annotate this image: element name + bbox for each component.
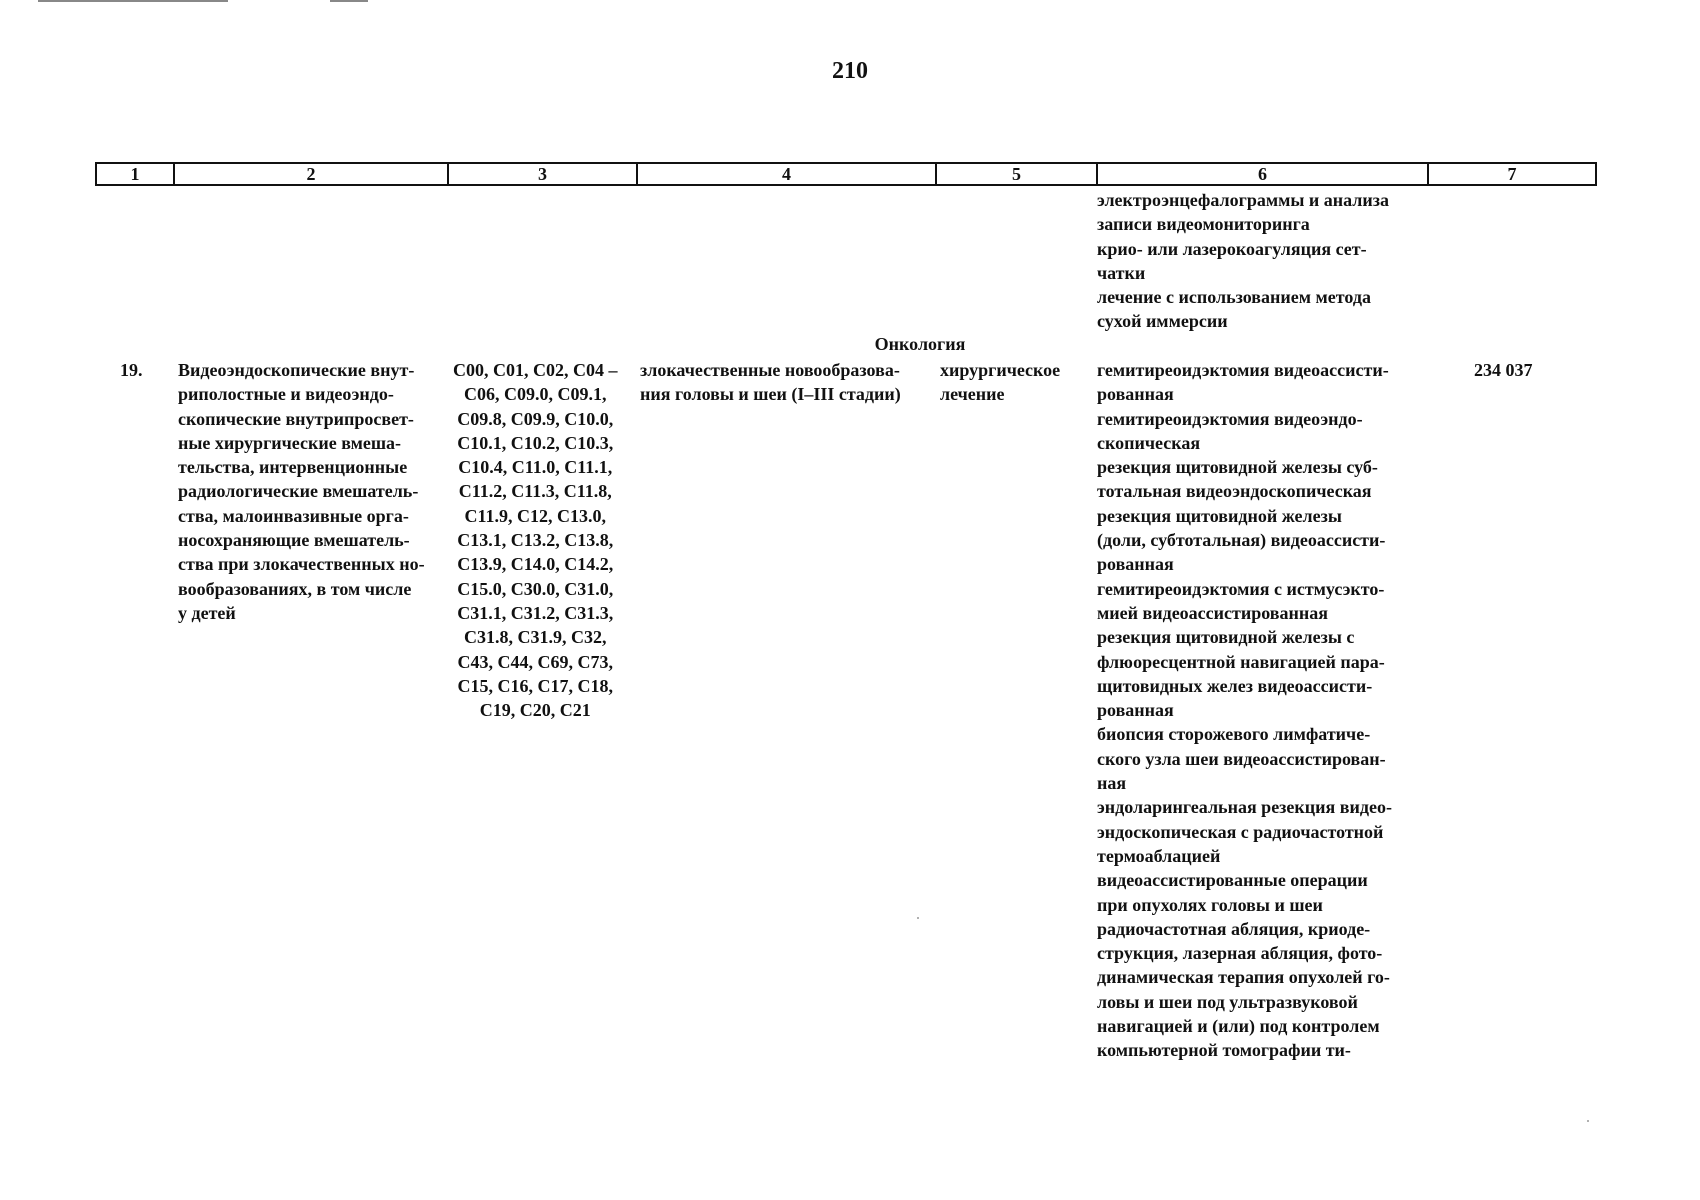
row-treatment-type: хирургическое лечение (940, 360, 1061, 405)
row-treatment-methods: гемитиреоидэктомия видеоассисти- рованная гемитиреоидэктомия видеоэндо- скопическая резекция щитовидной железы суб- тотальная видеоэндоскопическая резекция щитовидной железы (доли, субтотальная) видеоассисти- рованная гемитиреоидэктомия с истмусэкто- мией видеоассистированная резекция щитовидной железы с флюоресцентной навигацией пара- щитовидных желез видеоассисти- рованная биопсия сторожевого лимфатиче- ского узла шеи видеоассистирован- ная эндоларингеальная резекция видео- эндоскопическая с радиочастотной термоаблацией видеоассистированные операции при опухолях головы и шеи радиочастотная абляция, криоде- струкция, лазерная абляция, фото- динамическая терапия опухолей го- ловы и шеи под ультразвуковой навигацией и (или) под контролем компьютерной томографии ти- (1097, 360, 1392, 1061)
scan-speck (1587, 1120, 1589, 1122)
header-col-7: 7 (1507, 164, 1517, 184)
section-heading: Онкология (874, 334, 966, 354)
row-icd-codes: C00, C01, C02, C04 – C06, C09.0, C09.1, C09.8, C09.9, C10.0, C10.1, C10.2, C10.3, C10.4, C11.0, C11.1, C11.2, C11.3, C11.8, C11.9, C12, C13.0, C13.1, C13.2, C13.8, C13.9, C14.0, C14.2, C15.0, C30.0, C31.0, C31.1, C31.2, C31.3, C31.8, C31.9, C32, C43, C44, C69, C73, C15, C16, C17, C18, C19, C20, C21 (453, 360, 618, 721)
scan-edge-line (38, 0, 228, 2)
header-col-6: 6 (1098, 164, 1429, 184)
row-description: Видеоэндоскопические внут- риполостные и видеоэндо- скопические внутрипросвет- ные хирургические вмеша- тельства, интервенционные радиологические вмешатель- ства, малоинвазивные орга- носохраняющие вмешатель- ства при злокачественных но- вообразованиях, в том числе у детей (178, 360, 425, 623)
scan-edge-line (330, 0, 368, 2)
table-header-row (95, 162, 1597, 186)
continuation-methods-text: электроэнцефалограммы и анализа записи видеомониторинга крио- или лазерокоагуляция сет- чатки лечение с использованием метода сухой иммерсии (1097, 190, 1390, 332)
header-col-4: 4 (638, 164, 937, 184)
scan-speck (917, 917, 919, 919)
header-col-3: 3 (449, 164, 638, 184)
header-col-2: 2 (175, 164, 449, 184)
header-col-5: 5 (937, 164, 1098, 184)
row-number: 19. (120, 360, 143, 380)
page-number: 210 (832, 58, 868, 84)
header-col-1: 1 (97, 164, 175, 184)
row-model-patient: злокачественные новообразова- ния головы и шеи (I–III стадии) (640, 360, 901, 405)
row-cost: 234 037 (1474, 360, 1533, 380)
